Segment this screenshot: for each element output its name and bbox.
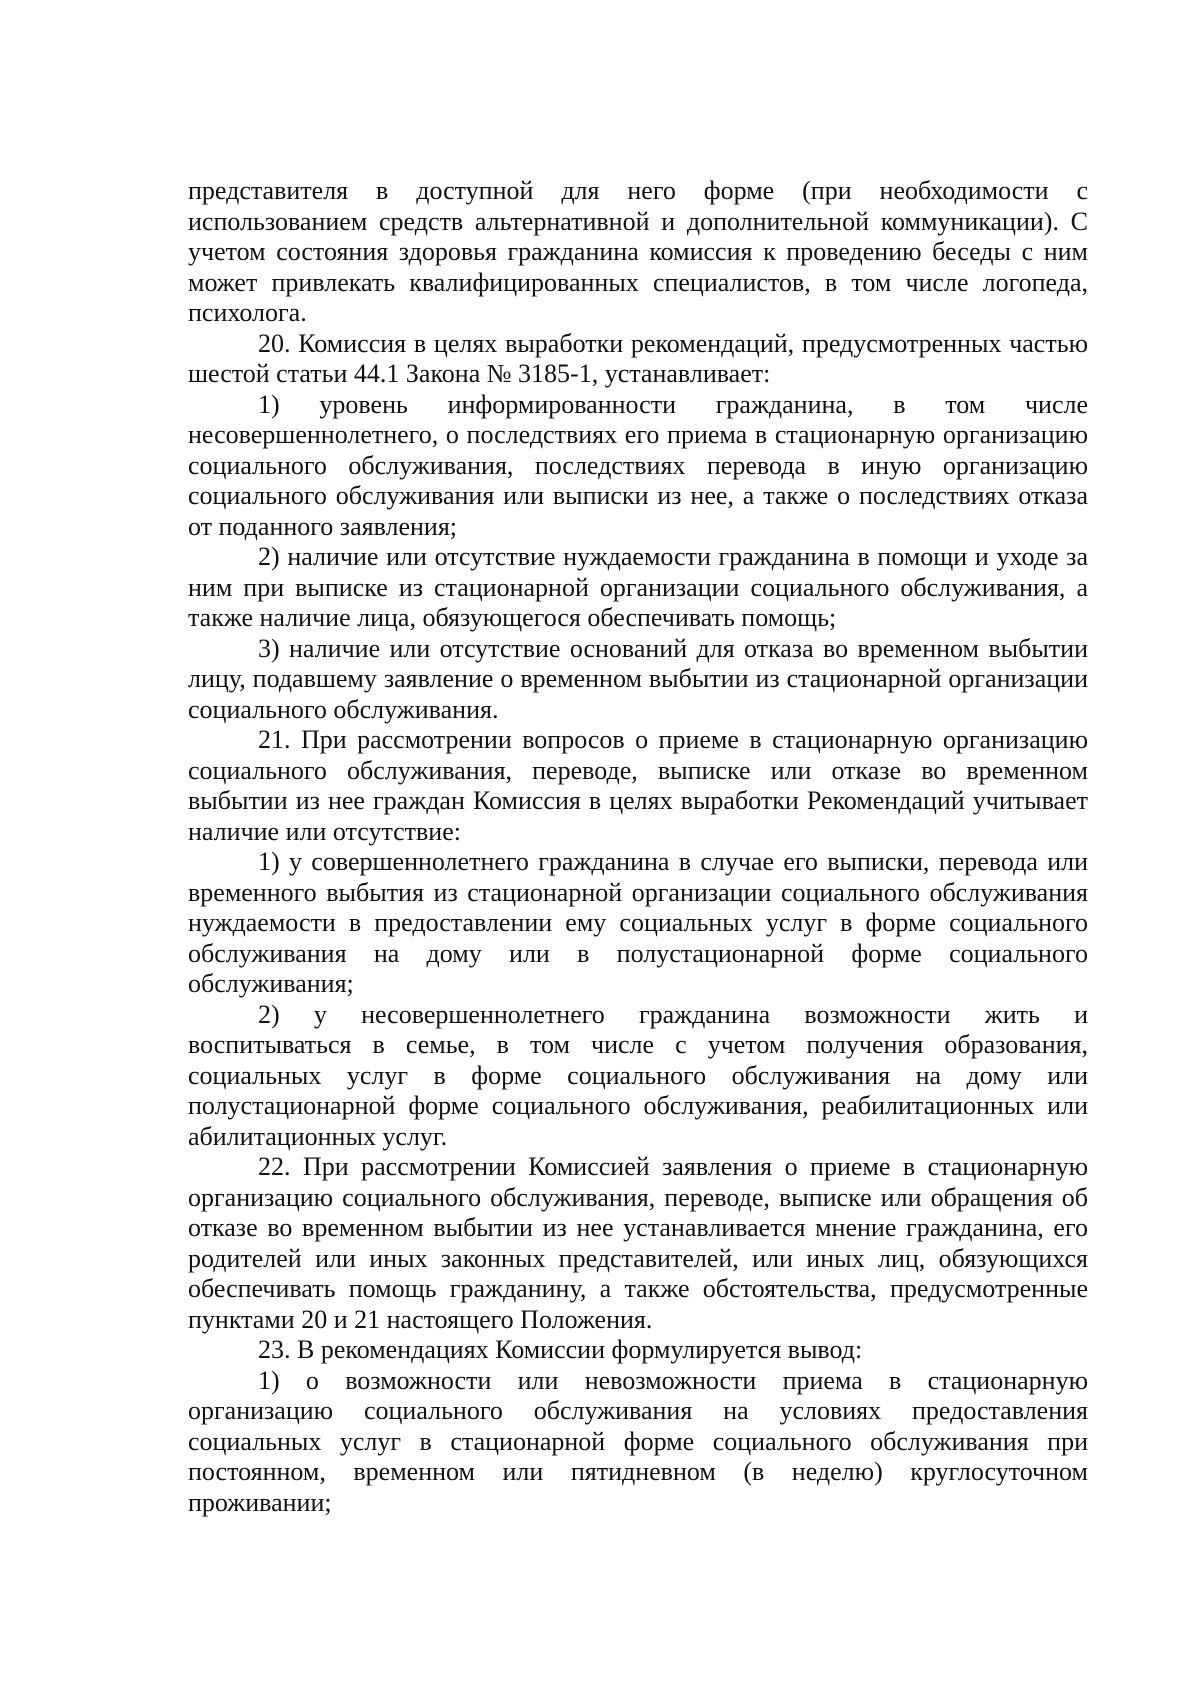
- document-page: [188, 176, 1088, 1518]
- paragraph-clause-20-item-2: 2) наличие или отсутствие нуждаемости гражданина в помощи и уходе за ним при выписке из стационарной организации социального обслуживания, а также наличие лица, обязующегося обеспечивать помощь;: [188, 542, 1088, 632]
- paragraph-clause-22: 22. При рассмотрении Комиссией заявления о приеме в стационарную организацию социального обслуживания, переводе, выписке или обращения об отказе во временном выбытии из нее устанавливается мнение гражданина, его родителей или иных законных представителей, или иных лиц, обязующихся обеспечивать помощь гражданину, а также обстоятельства, предусмотренные пунктами 20 и 21 настоящего Положения.: [188, 1152, 1088, 1334]
- paragraph-clause-23-item-1: 1) о возможности или невозможности приема в стационарную организацию социального обслуживания на условиях предоставления социальных услуг в стационарной форме социального обслуживания при постоянном, временном или пятидневном (в неделю) круглосуточном проживании;: [188, 1365, 1088, 1517]
- paragraph-clause-23: 23. В рекомендациях Комиссии формулируется вывод:: [258, 1335, 863, 1364]
- paragraph-clause-20-item-1: 1) уровень информированности гражданина, в том числе несовершеннолетнего, о последствиях его приема в стационарную организацию социального обслуживания, последствиях перевода в иную организацию социального обслуживания или выписки из нее, а также о последствиях отказа от поданного заявления;: [188, 389, 1088, 541]
- paragraph-continuation: представителя в доступной для него форме (при необходимости с использованием средств альтернативной и дополнительной коммуникации). С учетом состояния здоровья гражданина комиссия к проведению беседы с ним может привлекать квалифицированных специалистов, в том числе логопеда, психолога.: [188, 176, 1088, 327]
- paragraph-clause-20-item-3: 3) наличие или отсутствие оснований для отказа во временном выбытии лицу, подавшему заявление о временном выбытии из стационарной организации социального обслуживания.: [188, 633, 1088, 724]
- paragraph-clause-21-item-1: 1) у совершеннолетнего гражданина в случае его выписки, перевода или временного выбытия из стационарной организации социального обслуживания нуждаемости в предоставлении ему социальных услуг в форме социального обслуживания на дому или в полустационарной форме социального обслуживания;: [188, 847, 1088, 998]
- paragraph-clause-21-item-2: 2) у несовершеннолетнего гражданина возможности жить и воспитываться в семье, в том числе с учетом получения образования, социальных услуг в форме социального обслуживания на дому или полустационарной форме социального обслуживания, реабилитационных или абилитационных услуг.: [188, 999, 1088, 1151]
- paragraph-clause-21: 21. При рассмотрении вопросов о приеме в стационарную организацию социального обслуживания, переводе, выписке или отказе во временном выбытии из нее граждан Комиссия в целях выработки Рекомендаций учитывает наличие или отсутствие:: [188, 725, 1088, 846]
- paragraph-clause-20: 20. Комиссия в целях выработки рекомендаций, предусмотренных частью шестой статьи 44.1 Закона № 3185-1, устанавливает:: [188, 328, 1088, 388]
